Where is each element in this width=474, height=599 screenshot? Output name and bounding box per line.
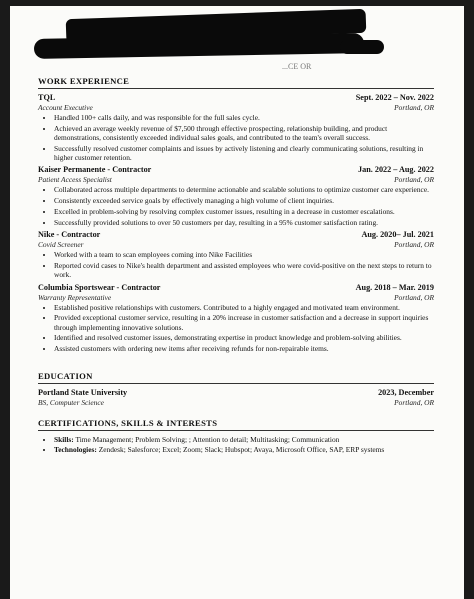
bullet: • Assisted customers with ordering new items after receiving refunds for non-repairable items. <box>54 344 434 353</box>
bullet: • Achieved an average weekly revenue of $7,500 through effective prospecting, relationship building, and product demonstrations, consistently exceeded individual sales goals, and contributed to the team's overall success. <box>54 124 434 143</box>
skills-label: Skills: <box>54 434 74 444</box>
job-entry <box>38 165 434 227</box>
bullet: • Handled 100+ calls daily, and was responsible for the full sales cycle. <box>54 113 434 122</box>
bullet: • Identified and resolved customer issues, demonstrating expertise in product knowledge and problem-solving abilities. <box>54 333 434 342</box>
resume-content <box>38 76 434 457</box>
bullet: • Provided exceptional customer service, resulting in a 20% increase in customer satisfaction and a decrease in support inquiries through implementing innovative solutions. <box>54 313 434 332</box>
technologies-label: Technologies: <box>54 445 97 455</box>
dates: Aug. 2020– Jul. 2021 <box>361 230 434 240</box>
redacted-contact-end <box>340 40 384 54</box>
location: Portland, OR <box>394 240 434 250</box>
skills-text: Time Management; Problem Solving; ; Attention to detail; Multitasking; Communication <box>75 434 340 444</box>
job-entry <box>38 230 434 279</box>
bullet: • Successfully resolved customer complaints and issues by actively listening and clearly communicating solutions, resulting in higher customer retention. <box>54 144 434 163</box>
section-work-experience: WORK EXPERIENCE <box>38 76 434 89</box>
education-entry <box>38 388 434 407</box>
company: Nike - Contractor <box>38 230 101 240</box>
section-education: EDUCATION <box>38 371 434 384</box>
bullet: • Consistently exceeded service goals by effectively managing a high volume of client inquiries. <box>54 196 434 205</box>
bullet: • Collaborated across multiple departments to determine actionable and scalable solutions to optimize customer care experience. <box>54 185 434 194</box>
dates: Jan. 2022 – Aug. 2022 <box>358 165 434 175</box>
job-title: Covid Screener <box>38 240 84 250</box>
company: Kaiser Permanente - Contractor <box>38 165 152 175</box>
resume-page <box>10 6 464 599</box>
location: Portland, OR <box>394 175 434 185</box>
dates: Sept. 2022 – Nov. 2022 <box>355 93 434 102</box>
school: Portland State University <box>38 387 128 397</box>
bullet: • Excelled in problem-solving by resolving complex customer issues, resulting in a decrease in customer escalations. <box>54 207 434 216</box>
location: Portland, OR <box>394 103 434 112</box>
bullet: • Worked with a team to scan employees coming into Nike Facilities <box>54 250 434 259</box>
technologies-text: Zendesk; Salesforce; Excel; Zoom; Slack; Hubspot; Avaya, Microsoft Office, SAP, ERP systems <box>98 445 385 455</box>
grad-date: 2023, December <box>378 387 434 397</box>
bullet: • Established positive relationships with customers. Contributed to a highly engaged and motivated team environment. <box>54 303 434 312</box>
job-title: Warranty Representative <box>38 292 112 302</box>
bullet: • Reported covid cases to Nike's health department and assisted employees who were covid-positive on the next steps to return to work. <box>54 261 434 280</box>
skills-item <box>54 435 434 444</box>
partial-contact: ...CE OR <box>282 62 312 71</box>
location: Portland, OR <box>394 292 434 302</box>
job-entry <box>38 93 434 162</box>
section-certifications: CERTIFICATIONS, SKILLS & INTERESTS <box>38 418 434 431</box>
skills-list <box>38 435 434 455</box>
company: Columbia Sportswear - Contractor <box>38 282 161 292</box>
company: TQL <box>38 93 56 102</box>
job-title: Account Executive <box>38 103 93 112</box>
location: Portland, OR <box>394 397 434 407</box>
technologies-item <box>54 445 434 454</box>
degree: BS, Computer Science <box>38 397 104 407</box>
bullet: • Successfully provided solutions to over 50 customers per day, resulting in a 95% customer satisfaction rating. <box>54 218 434 227</box>
job-entry <box>38 283 434 354</box>
dates: Aug. 2018 – Mar. 2019 <box>355 282 434 292</box>
job-title: Patient Access Specialist <box>38 175 112 185</box>
